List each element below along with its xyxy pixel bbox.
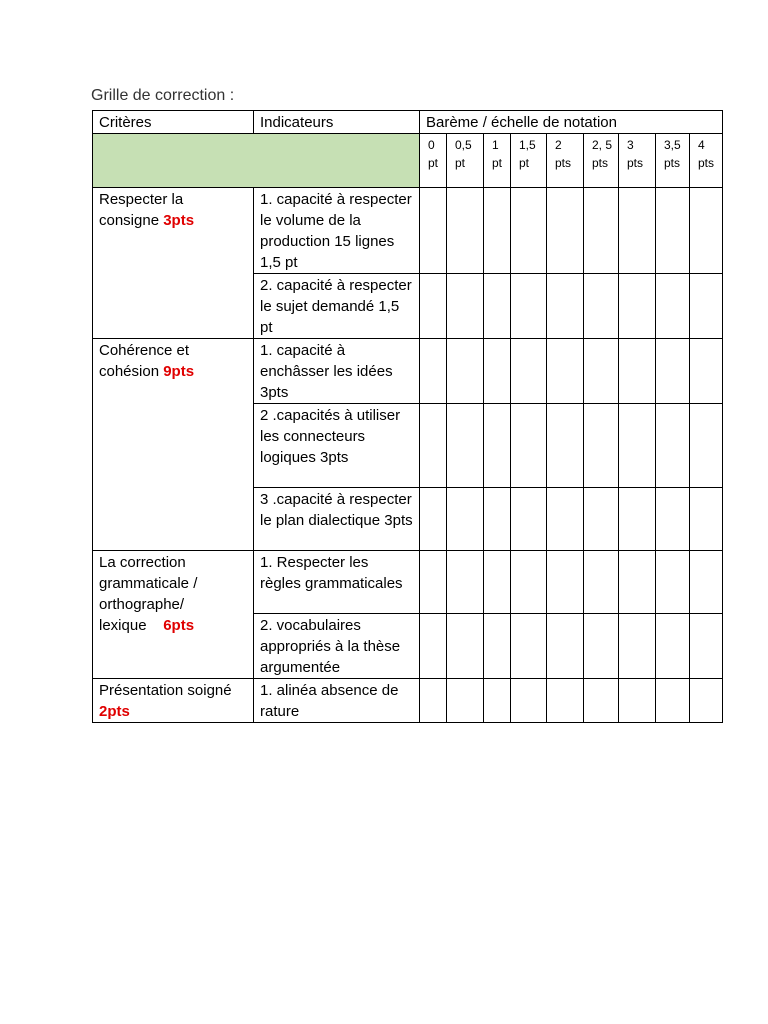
score-cell[interactable] bbox=[547, 274, 584, 339]
score-cell[interactable] bbox=[547, 339, 584, 404]
criterion-name: Respecter la consigne bbox=[99, 191, 184, 229]
score-cell[interactable] bbox=[619, 551, 656, 614]
score-cell[interactable] bbox=[656, 188, 690, 274]
header-shaded-cell bbox=[93, 134, 420, 188]
indicator-cell: 2. capacité à respecter le sujet demandé 1,5 pt bbox=[254, 274, 420, 339]
score-cell[interactable] bbox=[420, 404, 447, 488]
score-cell[interactable] bbox=[447, 614, 484, 679]
criterion-name: La correction grammaticale / orthographe/ lexique bbox=[99, 554, 198, 634]
score-cell[interactable] bbox=[447, 404, 484, 488]
score-cell[interactable] bbox=[619, 188, 656, 274]
criterion-name: Présentation soigné bbox=[99, 682, 232, 699]
indicator-cell: 2 .capacités à utiliser les connecteurs logiques 3pts bbox=[254, 404, 420, 488]
score-cell[interactable] bbox=[484, 404, 511, 488]
criterion-points: 2pts bbox=[99, 703, 130, 720]
score-cell[interactable] bbox=[484, 339, 511, 404]
header-row bbox=[93, 111, 723, 134]
score-cell[interactable] bbox=[547, 404, 584, 488]
page-title: Grille de correction : bbox=[91, 87, 235, 104]
score-cell[interactable] bbox=[420, 614, 447, 679]
score-cell[interactable] bbox=[656, 679, 690, 723]
scale-column-header: 2 pts bbox=[547, 134, 584, 188]
grading-table bbox=[92, 110, 723, 723]
score-cell[interactable] bbox=[547, 679, 584, 723]
score-cell[interactable] bbox=[547, 488, 584, 551]
score-cell[interactable] bbox=[447, 339, 484, 404]
table-row bbox=[93, 188, 723, 274]
score-cell[interactable] bbox=[511, 188, 547, 274]
score-cell[interactable] bbox=[511, 404, 547, 488]
score-cell[interactable] bbox=[511, 551, 547, 614]
score-cell[interactable] bbox=[584, 551, 619, 614]
table-row bbox=[93, 551, 723, 614]
score-cell[interactable] bbox=[511, 679, 547, 723]
score-cell[interactable] bbox=[656, 614, 690, 679]
score-cell[interactable] bbox=[420, 488, 447, 551]
score-cell[interactable] bbox=[511, 488, 547, 551]
criterion-cell bbox=[93, 679, 254, 723]
header-criteria: Critères bbox=[93, 111, 254, 134]
indicator-cell: 1. Respecter les règles grammaticales bbox=[254, 551, 420, 614]
score-cell[interactable] bbox=[484, 551, 511, 614]
indicator-cell: 1. alinéa absence de rature bbox=[254, 679, 420, 723]
score-cell[interactable] bbox=[447, 274, 484, 339]
scale-column-header: 2, 5 pts bbox=[584, 134, 619, 188]
scale-column-header: 3 pts bbox=[619, 134, 656, 188]
scale-column-header: 0,5 pt bbox=[447, 134, 484, 188]
score-cell[interactable] bbox=[690, 551, 723, 614]
criterion-name: Cohérence et cohésion bbox=[99, 342, 190, 380]
score-cell[interactable] bbox=[511, 614, 547, 679]
score-cell[interactable] bbox=[484, 488, 511, 551]
score-cell[interactable] bbox=[484, 614, 511, 679]
score-cell[interactable] bbox=[447, 551, 484, 614]
indicator-cell: 2. vocabulaires appropriés à la thèse argumentée bbox=[254, 614, 420, 679]
indicator-cell: 1. capacité à respecter le volume de la production 15 lignes 1,5 pt bbox=[254, 188, 420, 274]
score-cell[interactable] bbox=[584, 614, 619, 679]
score-cell[interactable] bbox=[619, 679, 656, 723]
score-cell[interactable] bbox=[420, 188, 447, 274]
indicator-cell: 1. capacité à enchâsser les idées 3pts bbox=[254, 339, 420, 404]
score-cell[interactable] bbox=[447, 679, 484, 723]
score-cell[interactable] bbox=[619, 404, 656, 488]
score-cell[interactable] bbox=[420, 274, 447, 339]
score-cell[interactable] bbox=[656, 488, 690, 551]
score-cell[interactable] bbox=[690, 188, 723, 274]
score-cell[interactable] bbox=[619, 274, 656, 339]
criterion-cell bbox=[93, 551, 254, 679]
score-cell[interactable] bbox=[690, 339, 723, 404]
score-cell[interactable] bbox=[447, 488, 484, 551]
scale-column-header: 0 pt bbox=[420, 134, 447, 188]
scale-column-header: 4 pts bbox=[690, 134, 723, 188]
score-cell[interactable] bbox=[656, 404, 690, 488]
scale-column-header: 1 pt bbox=[484, 134, 511, 188]
score-cell[interactable] bbox=[547, 614, 584, 679]
score-cell[interactable] bbox=[484, 679, 511, 723]
score-cell[interactable] bbox=[511, 339, 547, 404]
score-cell[interactable] bbox=[584, 339, 619, 404]
criterion-cell bbox=[93, 339, 254, 551]
score-cell[interactable] bbox=[690, 614, 723, 679]
score-cell[interactable] bbox=[619, 488, 656, 551]
score-cell[interactable] bbox=[656, 339, 690, 404]
score-cell[interactable] bbox=[484, 188, 511, 274]
scale-row bbox=[93, 134, 723, 188]
score-cell[interactable] bbox=[690, 404, 723, 488]
table-row bbox=[93, 339, 723, 404]
score-cell[interactable] bbox=[690, 679, 723, 723]
score-cell[interactable] bbox=[584, 188, 619, 274]
score-cell[interactable] bbox=[584, 488, 619, 551]
criterion-points: 3pts bbox=[163, 212, 195, 229]
score-cell[interactable] bbox=[511, 274, 547, 339]
table-row bbox=[93, 679, 723, 723]
criterion-points: 9pts bbox=[163, 363, 195, 380]
score-cell[interactable] bbox=[584, 404, 619, 488]
score-cell[interactable] bbox=[656, 274, 690, 339]
criterion-points: 6pts bbox=[163, 617, 195, 634]
header-scale: Barème / échelle de notation bbox=[420, 111, 723, 134]
score-cell[interactable] bbox=[619, 339, 656, 404]
criterion-cell bbox=[93, 188, 254, 339]
indicator-cell: 3 .capacité à respecter le plan dialectique 3pts bbox=[254, 488, 420, 551]
score-cell[interactable] bbox=[420, 339, 447, 404]
score-cell[interactable] bbox=[547, 188, 584, 274]
score-cell[interactable] bbox=[656, 551, 690, 614]
score-cell[interactable] bbox=[584, 274, 619, 339]
score-cell[interactable] bbox=[690, 274, 723, 339]
score-cell[interactable] bbox=[584, 679, 619, 723]
header-indicators: Indicateurs bbox=[254, 111, 420, 134]
score-cell[interactable] bbox=[447, 188, 484, 274]
scale-column-header: 3,5 pts bbox=[656, 134, 690, 188]
score-cell[interactable] bbox=[420, 551, 447, 614]
score-cell[interactable] bbox=[420, 679, 447, 723]
score-cell[interactable] bbox=[547, 551, 584, 614]
score-cell[interactable] bbox=[690, 488, 723, 551]
scale-column-header: 1,5 pt bbox=[511, 134, 547, 188]
score-cell[interactable] bbox=[619, 614, 656, 679]
score-cell[interactable] bbox=[484, 274, 511, 339]
